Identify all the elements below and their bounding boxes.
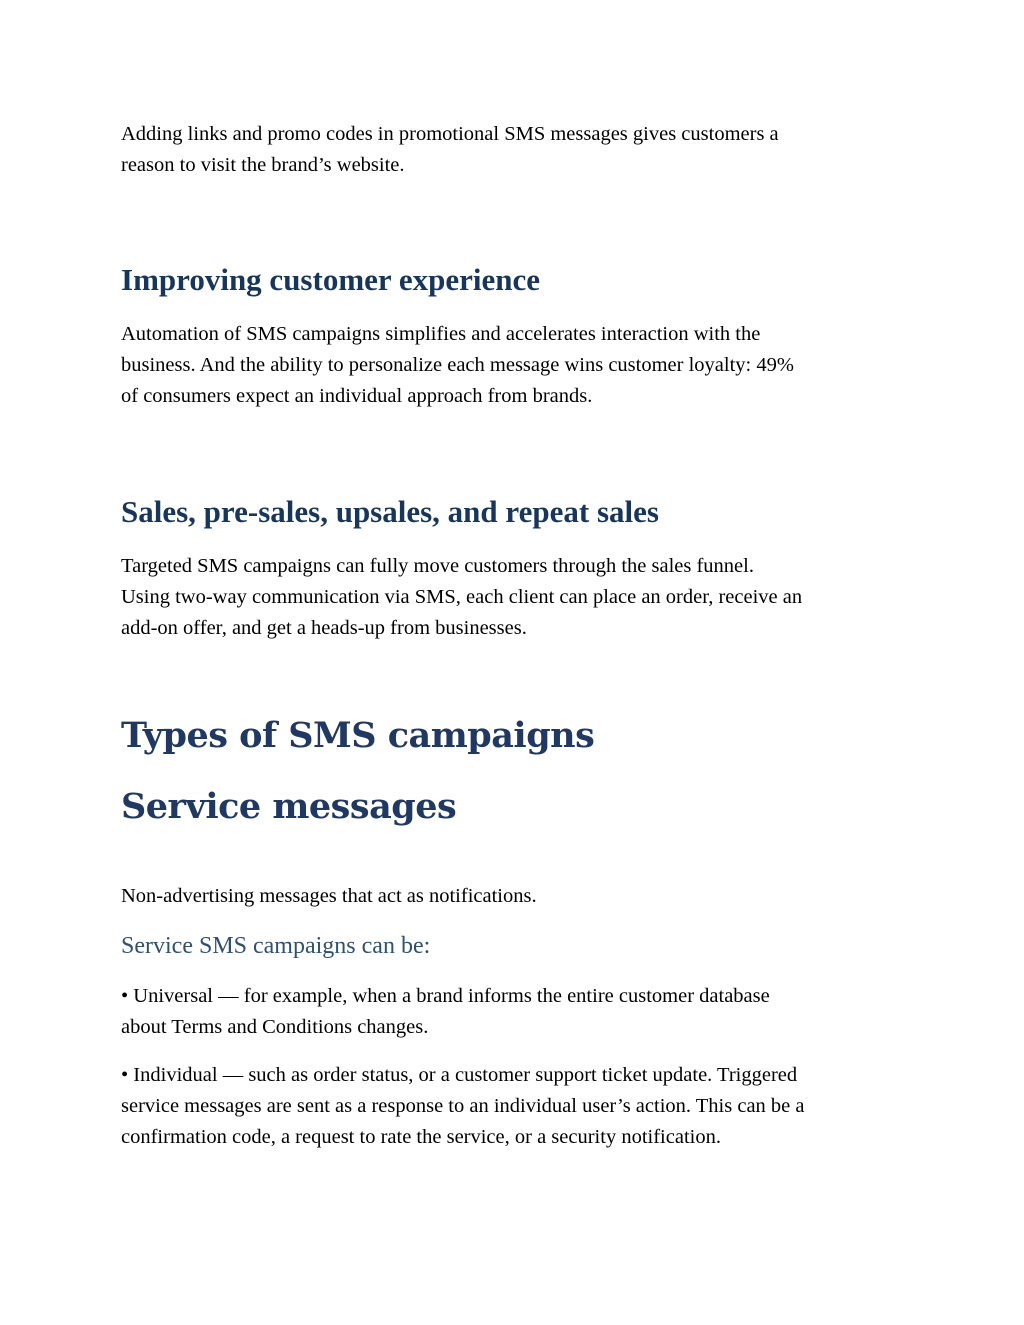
intro-line-1: Adding links and promo codes in promotional SMS messages gives customers a: [121, 123, 779, 145]
heading-improving-customer-experience: Improving customer experience: [121, 262, 540, 297]
customer-experience-line-2: business. And the ability to personalize each message wins customer loyalty: 49%: [121, 354, 794, 376]
bullet-individual-line-2: service messages are sent as a response to an individual user’s action. This can be a: [121, 1095, 805, 1117]
sales-line-3: add-on offer, and get a heads-up from businesses.: [121, 617, 527, 639]
heading-types-of-sms-campaigns: Types of SMS campaigns: [121, 715, 595, 756]
intro-line-2: reason to visit the brand’s website.: [121, 154, 405, 176]
sales-line-2: Using two-way communication via SMS, each client can place an order, receive an: [121, 586, 803, 608]
bullet-universal-line-2: about Terms and Conditions changes.: [121, 1016, 429, 1038]
service-list-intro: Service SMS campaigns can be:: [121, 933, 431, 959]
sales-line-1: Targeted SMS campaigns can fully move customers through the sales funnel.: [121, 555, 754, 577]
service-description: Non-advertising messages that act as notifications.: [121, 885, 537, 907]
heading-service-messages: Service messages: [121, 786, 457, 827]
customer-experience-line-1: Automation of SMS campaigns simplifies and accelerates interaction with the: [121, 323, 761, 345]
bullet-universal-line-1: • Universal — for example, when a brand informs the entire customer database: [121, 985, 770, 1007]
bullet-individual-line-1: • Individual — such as order status, or a customer support ticket update. Triggered: [121, 1064, 798, 1086]
bullet-individual-line-3: confirmation code, a request to rate the service, or a security notification.: [121, 1126, 721, 1148]
customer-experience-line-3: of consumers expect an individual approach from brands.: [121, 385, 593, 407]
heading-sales: Sales, pre-sales, upsales, and repeat sales: [121, 494, 659, 529]
